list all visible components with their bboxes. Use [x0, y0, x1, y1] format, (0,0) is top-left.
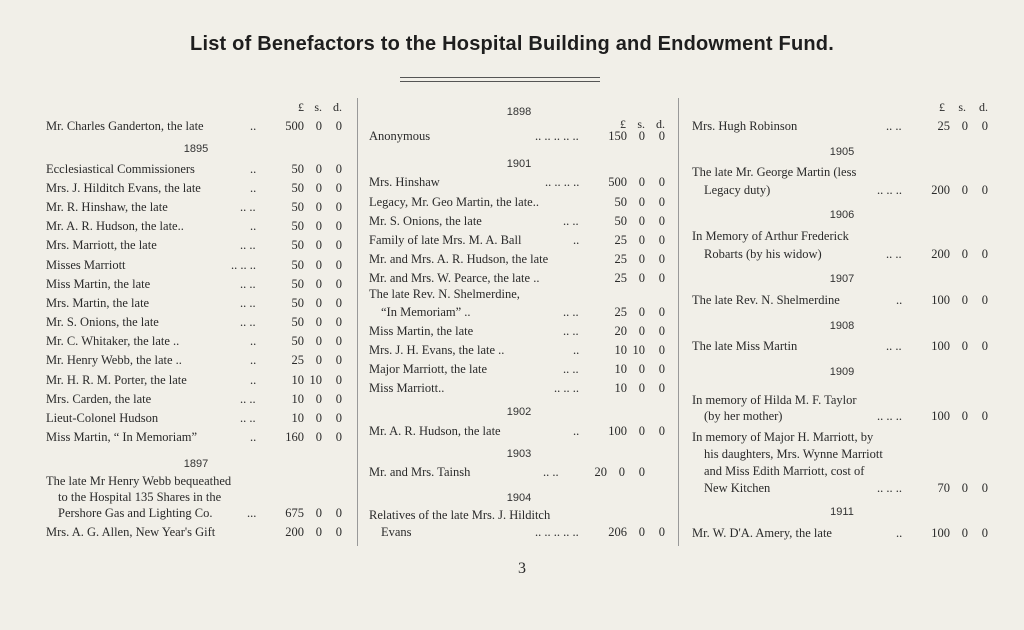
amount-pounds: 50 — [614, 214, 627, 228]
amount-pence: 0 — [981, 293, 988, 307]
amount-pounds: 25 — [614, 271, 627, 285]
amount-pounds: 50 — [291, 238, 304, 252]
amount-shillings: 0 — [638, 271, 645, 285]
benefactor-name: Family of late Mrs. M. A. Ball — [369, 233, 522, 247]
leader-dots: .. .. — [240, 411, 256, 425]
benefactor-name: Mr. Henry Webb, the late .. — [46, 353, 182, 367]
amount-pounds: 25 — [291, 353, 304, 367]
amount-shillings: 0 — [315, 258, 322, 272]
benefactor-name: Mr. H. R. M. Porter, the late — [46, 373, 187, 387]
amount-pounds: 50 — [291, 181, 304, 195]
amount-pounds: 50 — [291, 162, 304, 176]
leader-dots: .. .. .. .. — [545, 175, 580, 189]
pence-header: d. — [979, 100, 988, 114]
benefactor-name: Lieut-Colonel Hudson — [46, 411, 159, 425]
bequest-text: The late Mr Henry Webb bequeathed — [46, 474, 232, 488]
benefactor-name: Legacy, Mr. Geo Martin, the late.. — [369, 195, 539, 209]
leader-dots: .. — [573, 233, 580, 247]
amount-pence: 0 — [335, 162, 342, 176]
benefactor-name: Miss Martin, the late — [369, 324, 474, 338]
benefactor-name: Mr. and Mrs. W. Pearce, the late .. — [369, 271, 540, 285]
leader-dots: .. — [250, 430, 257, 444]
benefactor-name: Mr. C. Whitaker, the late .. — [46, 334, 180, 348]
benefactors-column-3 — [692, 0, 992, 630]
leader-dots: .. .. — [240, 277, 256, 291]
amount-pence: 0 — [658, 305, 665, 319]
amount-pence: 0 — [335, 525, 342, 539]
memory-text: In Memory of Arthur Frederick — [692, 229, 849, 243]
pounds-header: £ — [298, 100, 304, 114]
amount-pence: 0 — [981, 481, 988, 495]
year-heading: 1901 — [506, 158, 532, 170]
benefactor-name: Mr. and Mrs. Tainsh — [369, 465, 471, 479]
benefactor-name: Mrs. Hinshaw — [369, 175, 440, 189]
amount-shillings: 0 — [638, 252, 645, 266]
leader-dots: ... — [247, 506, 257, 520]
leader-dots: .. — [250, 181, 257, 195]
amount-pounds: 50 — [291, 258, 304, 272]
benefactor-name: Misses Marriott — [46, 258, 126, 272]
amount-pence: 0 — [981, 526, 988, 540]
amount-shillings: 0 — [638, 129, 645, 143]
column-divider — [357, 98, 358, 546]
benefactor-name: New Kitchen — [704, 481, 771, 495]
leader-dots: .. .. .. — [231, 258, 256, 272]
amount-pounds: 25 — [937, 119, 950, 133]
amount-shillings: 0 — [315, 296, 322, 310]
benefactor-name: Mr. W. D'A. Amery, the late — [692, 526, 832, 540]
amount-shillings: 0 — [961, 293, 968, 307]
leader-dots: .. — [250, 119, 257, 133]
memory-text: his daughters, Mrs. Wynne Marriott — [704, 447, 883, 461]
benefactor-name: Mr. A. R. Hudson, the late.. — [46, 219, 184, 233]
year-heading: 1897 — [183, 458, 209, 470]
leader-dots: .. .. — [240, 315, 256, 329]
amount-pence: 0 — [335, 506, 342, 520]
amount-pounds: 160 — [285, 430, 304, 444]
amount-shillings: 0 — [315, 238, 322, 252]
page-title: List of Benefactors to the Hospital Building and Endowment Fund. — [190, 33, 834, 55]
benefactor-name: The late Rev. N. Shelmerdine — [692, 293, 840, 307]
pounds-header: £ — [939, 100, 945, 114]
leader-dots: .. — [250, 219, 257, 233]
benefactor-name: Mr. Charles Ganderton, the late — [46, 119, 204, 133]
amount-pounds: 10 — [614, 381, 627, 395]
leader-dots: .. .. — [563, 214, 579, 228]
leader-dots: .. .. — [240, 200, 256, 214]
amount-pence: 0 — [335, 119, 342, 133]
amount-shillings: 0 — [315, 277, 322, 291]
amount-pence: 0 — [658, 271, 665, 285]
amount-shillings: 0 — [315, 506, 322, 520]
amount-shillings: 0 — [961, 481, 968, 495]
amount-pounds: 50 — [291, 219, 304, 233]
year-heading: 1909 — [829, 366, 855, 378]
benefactor-name: Major Marriott, the late — [369, 362, 488, 376]
benefactor-name: Mrs. Carden, the late — [46, 392, 152, 406]
amount-pence: 0 — [335, 258, 342, 272]
pence-header: d. — [656, 117, 665, 131]
amount-pence: 0 — [335, 430, 342, 444]
benefactor-name: Mr. S. Onions, the late — [46, 315, 159, 329]
amount-shillings: 0 — [638, 525, 645, 539]
leader-dots: .. — [896, 526, 903, 540]
amount-pounds: 500 — [608, 175, 627, 189]
leader-dots: .. .. — [240, 238, 256, 252]
amount-pence: 0 — [658, 525, 665, 539]
amount-pounds: 100 — [931, 409, 950, 423]
leader-dots: .. .. .. .. .. — [535, 525, 579, 539]
amount-shillings: 0 — [961, 526, 968, 540]
amount-pence: 0 — [658, 214, 665, 228]
leader-dots: .. .. — [563, 362, 579, 376]
amount-shillings: 0 — [638, 305, 645, 319]
benefactor-name: Mr. R. Hinshaw, the late — [46, 200, 168, 214]
leader-dots: .. — [250, 373, 257, 387]
leader-dots: .. .. — [543, 465, 559, 479]
leader-dots: .. — [573, 424, 580, 438]
leader-dots: .. — [896, 293, 903, 307]
benefactor-name: Miss Marriott.. — [369, 381, 445, 395]
year-heading: 1903 — [506, 448, 532, 460]
amount-shillings: 0 — [315, 162, 322, 176]
amount-shillings: 0 — [638, 195, 645, 209]
bequest-text: to the Hospital 135 Shares in the — [58, 490, 222, 504]
benefactor-name: Legacy duty) — [704, 183, 771, 197]
amount-shillings: 0 — [961, 409, 968, 423]
amount-pounds: 50 — [291, 334, 304, 348]
year-heading: 1902 — [506, 406, 532, 418]
benefactor-name: Miss Martin, the late — [46, 277, 151, 291]
amount-pounds: 25 — [614, 252, 627, 266]
memory-text: In memory of Major H. Marriott, by — [692, 430, 874, 444]
amount-shillings: 0 — [315, 411, 322, 425]
column-divider — [678, 98, 679, 546]
leader-dots: .. .. .. — [554, 381, 579, 395]
amount-pounds: 10 — [291, 392, 304, 406]
benefactor-name: Miss Martin, “ In Memoriam” — [46, 430, 198, 444]
benefactor-name: Mrs. Marriott, the late — [46, 238, 157, 252]
amount-pounds: 150 — [608, 129, 627, 143]
amount-pence: 0 — [981, 409, 988, 423]
benefactor-name: Pershore Gas and Lighting Co. — [58, 506, 213, 520]
amount-shillings: 0 — [315, 219, 322, 233]
year-heading: 1911 — [830, 506, 854, 518]
amount-shillings: 0 — [961, 183, 968, 197]
amount-shillings: 0 — [315, 525, 322, 539]
amount-pounds: 100 — [931, 526, 950, 540]
amount-pounds: 70 — [937, 481, 950, 495]
year-heading: 1907 — [829, 273, 855, 285]
leader-dots: .. .. — [563, 305, 579, 319]
shillings-header: s. — [314, 100, 322, 114]
amount-pounds: 675 — [285, 506, 304, 520]
amount-pence: 0 — [335, 277, 342, 291]
amount-pounds: 50 — [291, 315, 304, 329]
benefactor-name: “In Memoriam” .. — [381, 305, 471, 319]
memory-text: In memory of Hilda M. F. Taylor — [692, 393, 857, 407]
leader-dots: .. .. — [240, 392, 256, 406]
year-heading: 1905 — [829, 146, 855, 158]
amount-pounds: 200 — [285, 525, 304, 539]
leader-dots: .. .. .. .. .. — [535, 129, 579, 143]
leader-dots: .. — [573, 343, 580, 357]
amount-shillings: 0 — [315, 334, 322, 348]
amount-pence: 0 — [335, 238, 342, 252]
amount-pence: 0 — [638, 465, 645, 479]
amount-pence: 0 — [335, 411, 342, 425]
amount-pounds: 10 — [614, 343, 627, 357]
benefactor-name: Robarts (by his widow) — [704, 247, 822, 261]
amount-pounds: 50 — [614, 195, 627, 209]
amount-pounds: 100 — [931, 293, 950, 307]
amount-pence: 0 — [981, 247, 988, 261]
amount-pence: 0 — [335, 353, 342, 367]
amount-pounds: 50 — [291, 296, 304, 310]
amount-pence: 0 — [658, 324, 665, 338]
shillings-header: s. — [958, 100, 966, 114]
amount-shillings: 0 — [315, 315, 322, 329]
benefactors-column-2 — [369, 0, 669, 630]
amount-pence: 0 — [335, 392, 342, 406]
legacy-text: The late Mr. George Martin (less — [692, 165, 857, 179]
amount-pence: 0 — [658, 252, 665, 266]
amount-shillings: 0 — [638, 424, 645, 438]
amount-pence: 0 — [335, 200, 342, 214]
year-heading: 1898 — [506, 106, 532, 118]
amount-shillings: 10 — [309, 373, 322, 387]
benefactors-column-1 — [46, 0, 346, 630]
relatives-text: Relatives of the late Mrs. J. Hilditch — [369, 508, 551, 522]
amount-shillings: 0 — [638, 175, 645, 189]
amount-shillings: 0 — [315, 392, 322, 406]
amount-pence: 0 — [658, 175, 665, 189]
benefactor-name: Mr. A. R. Hudson, the late — [369, 424, 501, 438]
benefactor-name: Mrs. Martin, the late — [46, 296, 150, 310]
shillings-header: s. — [637, 117, 645, 131]
amount-shillings: 0 — [638, 214, 645, 228]
pence-header: d. — [333, 100, 342, 114]
amount-shillings: 0 — [315, 430, 322, 444]
amount-pounds: 10 — [614, 362, 627, 376]
benefactor-name: Evans — [381, 525, 412, 539]
amount-shillings: 0 — [315, 200, 322, 214]
amount-pence: 0 — [335, 296, 342, 310]
leader-dots: .. — [250, 162, 257, 176]
amount-shillings: 0 — [961, 247, 968, 261]
amount-pence: 0 — [658, 381, 665, 395]
leader-dots: .. .. .. — [877, 183, 902, 197]
leader-dots: .. — [250, 353, 257, 367]
amount-pence: 0 — [335, 315, 342, 329]
amount-pounds: 500 — [285, 119, 304, 133]
amount-pounds: 20 — [594, 465, 607, 479]
leader-dots: .. .. — [240, 296, 256, 310]
amount-pence: 0 — [658, 362, 665, 376]
leader-dots: .. .. .. — [877, 481, 902, 495]
amount-pounds: 50 — [291, 277, 304, 291]
amount-shillings: 0 — [961, 119, 968, 133]
year-heading: 1895 — [183, 143, 209, 155]
amount-pence: 0 — [658, 195, 665, 209]
amount-pounds: 200 — [931, 247, 950, 261]
amount-pounds: 20 — [614, 324, 627, 338]
amount-pence: 0 — [335, 373, 342, 387]
amount-pence: 0 — [658, 129, 665, 143]
year-heading: 1906 — [829, 209, 855, 221]
leader-dots: .. .. .. — [877, 409, 902, 423]
amount-shillings: 0 — [961, 339, 968, 353]
benefactor-name: Anonymous — [369, 129, 431, 143]
year-heading: 1908 — [829, 320, 855, 332]
benefactor-name: Mr. and Mrs. A. R. Hudson, the late — [369, 252, 549, 266]
amount-pence: 0 — [335, 219, 342, 233]
amount-pounds: 10 — [291, 411, 304, 425]
amount-pence: 0 — [981, 183, 988, 197]
amount-shillings: 0 — [315, 119, 322, 133]
page-number: 3 — [518, 560, 526, 577]
amount-shillings: 0 — [638, 381, 645, 395]
amount-pence: 0 — [658, 343, 665, 357]
amount-shillings: 0 — [315, 181, 322, 195]
leader-dots: .. .. — [886, 247, 902, 261]
benefactor-name: Mr. S. Onions, the late — [369, 214, 482, 228]
benefactor-name: Mrs. J. Hilditch Evans, the late — [46, 181, 201, 195]
amount-shillings: 10 — [632, 343, 645, 357]
amount-pence: 0 — [981, 119, 988, 133]
amount-shillings: 0 — [638, 362, 645, 376]
amount-shillings: 0 — [638, 324, 645, 338]
benefactor-name: The late Miss Martin — [692, 339, 798, 353]
amount-shillings: 0 — [618, 465, 625, 479]
year-heading: 1904 — [506, 492, 532, 504]
amount-shillings: 0 — [638, 233, 645, 247]
memoriam-text: The late Rev. N. Shelmerdine, — [369, 287, 520, 301]
amount-pence: 0 — [335, 334, 342, 348]
leader-dots: .. .. — [886, 119, 902, 133]
benefactor-name: Mrs. A. G. Allen, New Year's Gift — [46, 525, 216, 539]
benefactor-name: Mrs. Hugh Robinson — [692, 119, 798, 133]
amount-pounds: 100 — [608, 424, 627, 438]
memory-text: and Miss Edith Marriott, cost of — [704, 464, 865, 478]
amount-pence: 0 — [658, 424, 665, 438]
amount-pounds: 50 — [291, 200, 304, 214]
pounds-header: £ — [620, 117, 626, 131]
amount-pounds: 200 — [931, 183, 950, 197]
benefactor-name: (by her mother) — [704, 409, 783, 423]
amount-pounds: 25 — [614, 233, 627, 247]
benefactor-name: Ecclesiastical Commissioners — [46, 162, 195, 176]
benefactor-name: Mrs. J. H. Evans, the late .. — [369, 343, 505, 357]
leader-dots: .. .. — [886, 339, 902, 353]
leader-dots: .. — [250, 334, 257, 348]
amount-pence: 0 — [981, 339, 988, 353]
leader-dots: .. .. — [563, 324, 579, 338]
amount-pounds: 206 — [608, 525, 627, 539]
amount-pence: 0 — [335, 181, 342, 195]
amount-pounds: 25 — [614, 305, 627, 319]
amount-pounds: 10 — [291, 373, 304, 387]
amount-pounds: 100 — [931, 339, 950, 353]
amount-pence: 0 — [658, 233, 665, 247]
amount-shillings: 0 — [315, 353, 322, 367]
